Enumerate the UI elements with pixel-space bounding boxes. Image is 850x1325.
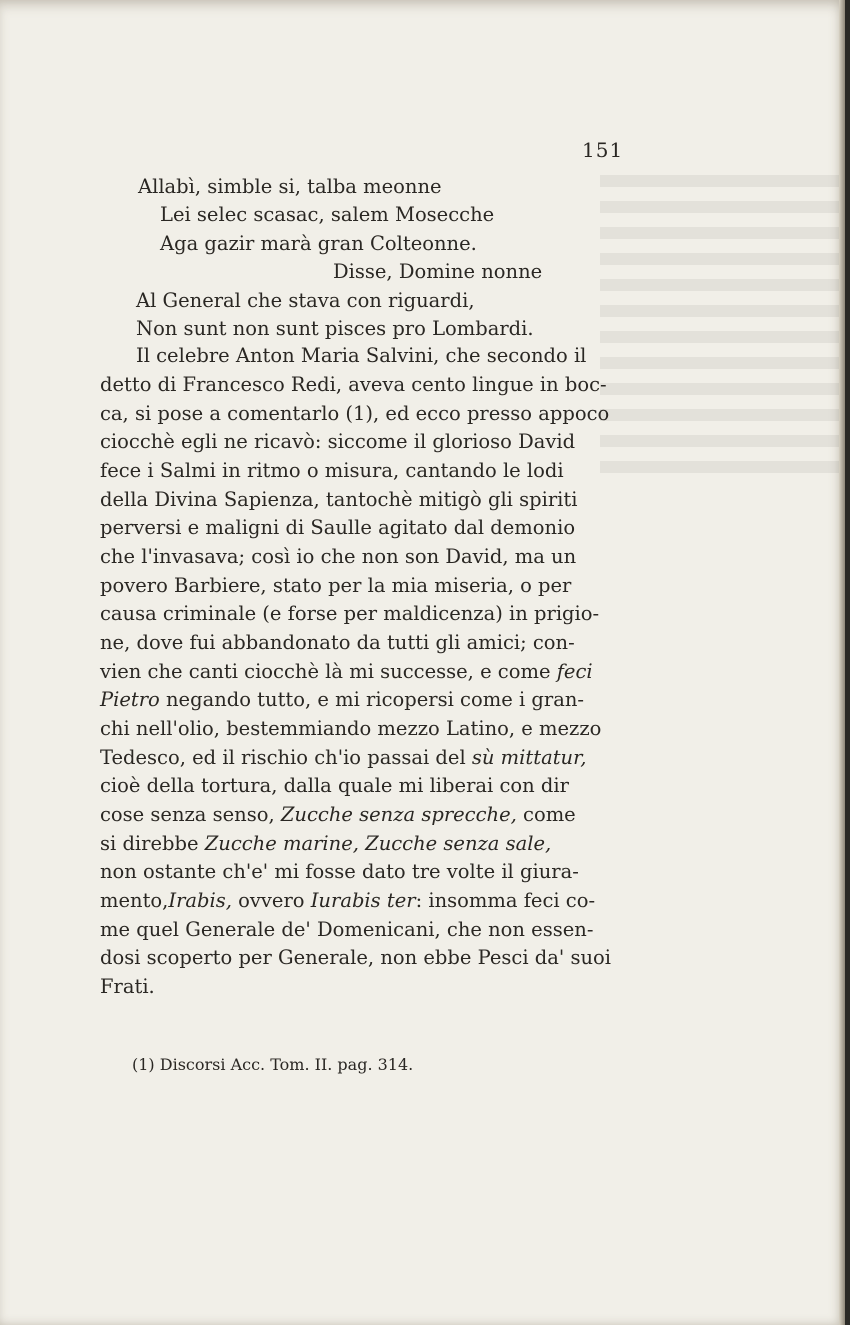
prose-line: detto di Francesco Redi, aveva cento lingue in boc- <box>100 373 607 396</box>
show-through-shadow <box>600 175 840 475</box>
prose-line: che l'invasava; così io che non son David, ma un <box>100 545 577 568</box>
verse-line: Disse, Domine nonne <box>333 260 543 283</box>
italic-text: Zucche marine, Zucche senza sale, <box>204 832 552 855</box>
italic-text: Irabis, <box>168 889 232 912</box>
prose-line: me quel Generale de' Domenicani, che non essen- <box>100 918 594 941</box>
verse-line: Al General che stava con riguardi, <box>136 289 475 312</box>
verse-line: Aga gazir marà gran Colteonne. <box>160 232 477 255</box>
verse-line: Allabì, simble si, talba meonne <box>138 175 442 198</box>
prose-line: della Divina Sapienza, tantochè mitigò gli spiriti <box>100 488 578 511</box>
italic-text: feci <box>556 660 593 683</box>
prose-line: Frati. <box>100 975 155 998</box>
page-edge <box>839 0 845 1325</box>
prose-line: fece i Salmi in ritmo o misura, cantando le lodi <box>100 459 564 482</box>
prose-line: non ostante ch'e' mi fosse dato tre volte il giura- <box>100 860 579 883</box>
prose-line: ne, dove fui abbandonato da tutti gli amici; con- <box>100 631 575 654</box>
italic-text: Iurabis ter <box>310 889 416 912</box>
prose-line: Tedesco, ed il rischio ch'io passai del sù mittatur, <box>100 746 587 769</box>
prose-line: Pietro negando tutto, e mi ricopersi come i gran- <box>100 688 584 711</box>
prose-line: Il celebre Anton Maria Salvini, che secondo il <box>136 344 587 367</box>
prose-line: ciocchè egli ne ricavò: siccome il glorioso David <box>100 430 576 453</box>
italic-text: sù mittatur, <box>471 746 587 769</box>
prose-line: causa criminale (e forse per maldicenza) in prigio- <box>100 602 600 625</box>
prose-line: mento,Irabis, ovvero Iurabis ter: insomma feci co- <box>100 889 596 912</box>
prose-line: dosi scoperto per Generale, non ebbe Pesci da' suoi <box>100 946 611 969</box>
prose-line: perversi e maligni di Saulle agitato dal demonio <box>100 516 576 539</box>
prose-line: si direbbe Zucche marine, Zucche senza sale, <box>100 832 552 855</box>
prose-line: ca, si pose a comentarlo (1), ed ecco presso appoco <box>100 402 610 425</box>
prose-line: cose senza senso, Zucche senza sprecche, come <box>100 803 576 826</box>
prose-line: vien che canti ciocchè là mi successe, e come feci <box>100 660 593 683</box>
footnote: (1) Discorsi Acc. Tom. II. pag. 314. <box>132 1055 414 1074</box>
page-number: 151 <box>582 138 624 162</box>
italic-text: Zucche senza sprecche, <box>280 803 517 826</box>
verse-line: Lei selec scasac, salem Mosecche <box>160 203 495 226</box>
prose-line: povero Barbiere, stato per la mia miseria, o per <box>100 574 572 597</box>
verse-line: Non sunt non sunt pisces pro Lombardi. <box>136 317 534 340</box>
prose-line: cioè della tortura, dalla quale mi liberai con dir <box>100 774 569 797</box>
prose-line: chi nell'olio, bestemmiando mezzo Latino, e mezzo <box>100 717 602 740</box>
italic-text: Pietro <box>100 688 160 711</box>
